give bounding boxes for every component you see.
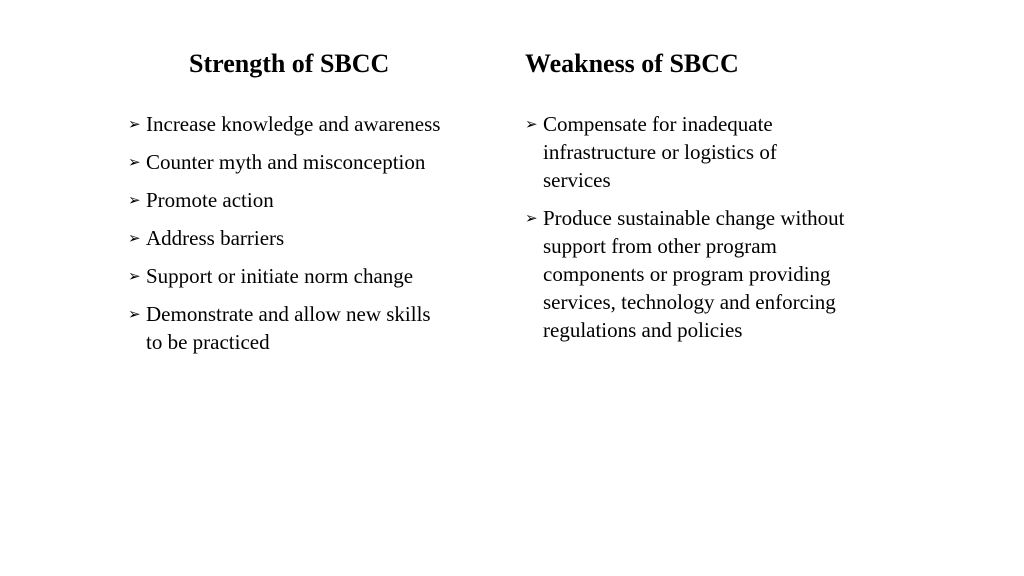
strength-item-text: Address barriers xyxy=(146,226,285,250)
arrow-bullet-icon: ➢ xyxy=(525,115,538,133)
arrow-bullet-icon: ➢ xyxy=(128,153,141,171)
arrow-bullet-icon: ➢ xyxy=(128,305,141,323)
weakness-item-text: Compensate for inadequate infrastructure or logistics of services xyxy=(543,112,777,192)
strength-item xyxy=(128,224,448,252)
arrow-bullet-icon: ➢ xyxy=(525,209,538,227)
weakness-title: Weakness of SBCC xyxy=(525,49,739,78)
strength-item-text: Counter myth and misconception xyxy=(146,150,426,174)
strength-list xyxy=(128,110,448,366)
strength-item-text: Support or initiate norm change xyxy=(146,264,414,288)
strength-item xyxy=(128,148,448,176)
arrow-bullet-icon: ➢ xyxy=(128,115,141,133)
weakness-item-text: Produce sustainable change without support from other program components or program providing services, technology and enforcing regulations and policies xyxy=(543,206,845,342)
arrow-bullet-icon: ➢ xyxy=(128,229,141,247)
arrow-bullet-icon: ➢ xyxy=(128,191,141,209)
strength-item xyxy=(128,186,448,214)
weakness-list xyxy=(525,110,845,354)
strength-item xyxy=(128,110,448,138)
weakness-item xyxy=(525,204,845,344)
arrow-bullet-icon: ➢ xyxy=(128,267,141,285)
weakness-item xyxy=(525,110,845,194)
strength-item-text: Promote action xyxy=(146,188,274,212)
strength-item-text: Demonstrate and allow new skills to be practiced xyxy=(146,302,431,354)
strength-item-text: Increase knowledge and awareness xyxy=(146,112,441,136)
strength-item xyxy=(128,262,448,290)
strength-item xyxy=(128,300,448,356)
strength-title: Strength of SBCC xyxy=(189,49,390,78)
